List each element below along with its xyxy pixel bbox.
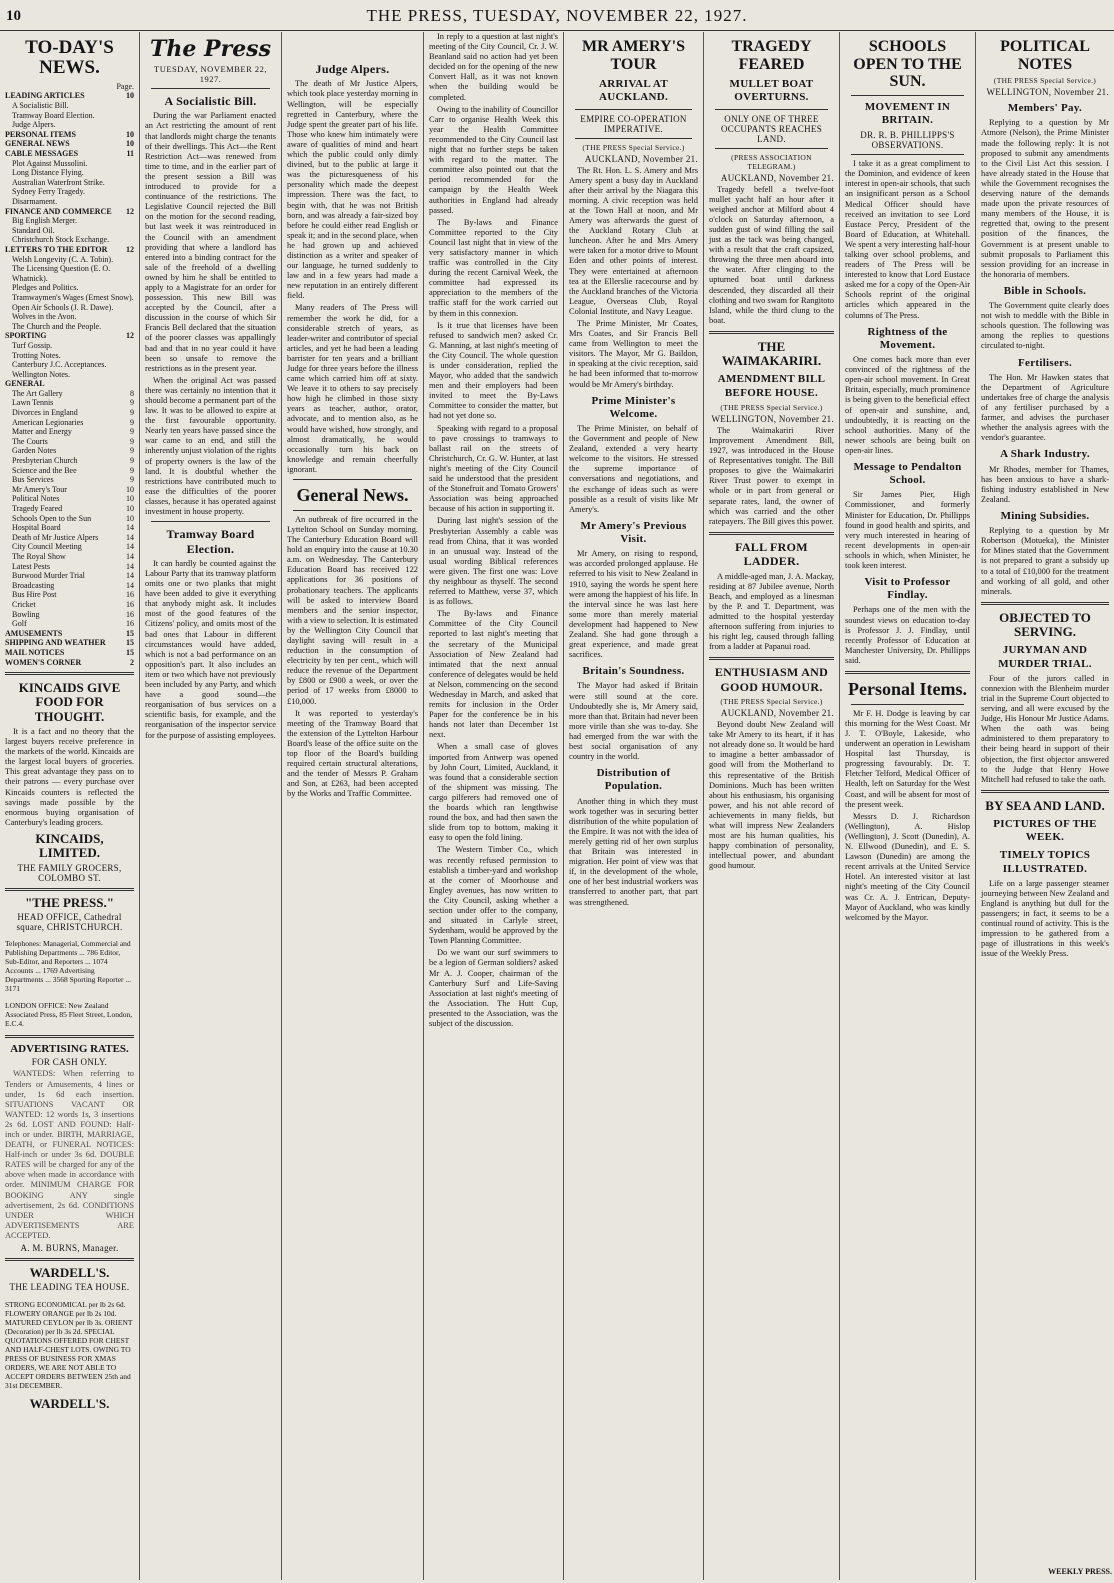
fall-paragraph: A middle-aged man, J. A. Mackay, residing at 87 Jubilee avenue, North Beach, and employed as a linesman by the P. and T. Department, was admitted to the hospital yesterday afternoon suffering from injuries to his right leg, caused through falling from a ladder at Papanui road. [709,571,834,652]
index-item [5,178,134,188]
fall-title: FALL FROM LADDER. [735,539,808,569]
political-subhead: Members' Pay. [1007,102,1083,115]
index-item [5,408,134,418]
index-item-label: Big English Merger. [12,216,77,226]
index-item [5,389,134,399]
enthusiasm-dateline: AUCKLAND, November 21. [720,708,834,719]
index-item-label: Death of Mr Justice Alpers [12,532,99,542]
index-title: TO-DAY'S NEWS. [25,37,114,78]
index-item-label: PERSONAL ITEMS [5,129,76,139]
index-list [5,91,134,667]
tragedy-sub2: ONLY ONE OF THREE OCCUPANTS REACHES LAND. [720,113,823,144]
waimakariri-paragraph: The Waimakariri River Improvement Amendment Bill, 1927, was introduced in the House of Representatives tonight. The Bill proposes to give the Waimakariri River Trust power to exempt in whole or in part from general or separate rates, land, the owner of which was carried and the other ratepayers. The Bill gives this power. [709,425,834,526]
judge-paragraph: Many readers of The Press will remember the work he did, for a considerable stretch of years, as leader-writer and contributor of special articles, and yet he had been a leading barrister for ten years and a brilliant Judge for three years before the illness came which carried him off at sixty. We leave it to others to say precisely how high he climbed in those sixty years as teacher, author, orator, advocate, and to mention also, as he would have wished, how strongly, and almost dramatically, he would occasionally turn his back on knowledge and remain cheerfully ignorant. [287,303,418,474]
tragedy-dateline: AUCKLAND, November 21. [720,172,834,183]
index-item [5,331,134,341]
index-item [5,648,134,658]
index-item-page: 10 [126,513,134,523]
index-item-label: Lawn Tennis [12,398,54,408]
press-office-sub: HEAD OFFICE, Cathedral square, CHRISTCHURCH. [16,911,123,932]
index-item-label: Judge Alpers. [12,120,56,130]
index-item [5,216,134,226]
index-item [5,437,134,447]
index-item-page: 9 [130,475,134,485]
index-item [5,475,134,485]
index-item-page: 10 [126,91,134,101]
general-news-paragraph: It was reported to yesterday's meeting of the Tramway Board that the extension of the Lyttelton Harbour Board's lease of the office suite on the top floor of the Board's building required certain structural alterations, and the tender of Messrs P. Graham and Son, at £263, had been accepted by the Works and Traffic Committee. [287,708,418,799]
index-item-label: MAIL NOTICES [5,647,65,657]
index-item [5,504,134,514]
index-item [5,159,134,169]
index-item-label: Welsh Longevity (C. A. Tobin). [12,254,114,264]
index-item [5,610,134,620]
schools-paragraph: I take it as a great compliment to the Dominion, and evidence of keen interest in open-air schools, that such an insignificant person as a School Medical Officer should have received an invitation to see Lord Eustace Percy, President of the Board of Education, at Whitehall. We spent a very interesting half-hour talking over school problems, and readers of The Press will be interested to know that Lord Eustace asked me for a copy of the Open-Air Schools reprint of the original articles which appeared in the columns of The Press. [845,159,970,320]
index-item-label: Christchurch Stock Exchange. [12,235,110,245]
political-subhead: A Shark Industry. [1000,448,1090,461]
index-item-page: 14 [126,571,134,581]
by-sea-title: BY SEA AND LAND. [985,797,1105,813]
index-item [5,312,134,322]
index-item [5,533,134,543]
amery-paragraph: The Prime Minister, Mr Coates, Mrs Coates, and Sir Francis Bell came from Wellington to meet the visitors. The Mayor, Mr G. Baildon, in speaking at the civic reception, said he had been informed that to-morrow would be Mr Amery's birthday. [569,318,698,389]
amery-dateline: AUCKLAND, November 21. [584,153,698,164]
amery-title: MR AMERY'S TOUR [582,38,685,73]
index-item-label: Wellington Notes. [12,369,71,379]
index-item-label: The Art Gallery [12,388,63,398]
index-item-label: Cricket [12,599,36,609]
index-item-label: Divorces in England [12,408,78,418]
index-item-label: CABLE MESSAGES [5,149,79,159]
council-paragraph: Speaking with regard to a proposal to pave crossings to tramways to ballast rail on the streets of Christchurch, Cr. G. W. Hunter, at last night's meeting of the City Council said he understood that the president of the Stonefruit and Tomato Growers' Association was being approached because of his action in supporting it. [429,423,558,514]
column-tragedy [704,32,840,1580]
index-item [5,581,134,591]
index-item-page: 9 [130,398,134,408]
council-paragraph: The By-laws and Finance Committee reported to the City Council last night that in view of the very satisfactory manner in which traffic was controlled in the City during the recent Carnival Week, the committee had expressed its appreciation to the members of the traffic staff for the work carried out by them in this connexion. [429,217,558,318]
political-subhead: Mining Subsidies. [1000,509,1090,522]
waimakariri-sub: AMENDMENT BILL BEFORE HOUSE. [717,373,826,399]
index-item-label: Presbyterian Church [12,456,78,466]
amery-subhead: Distribution of Population. [596,767,671,793]
index-item-label: City Council Meeting [12,542,82,552]
press-office-title: "THE PRESS." [25,894,114,910]
schools-subhead: Visit to Professor Findlay. [864,576,951,602]
dateline: THE PRESS, TUESDAY, NOVEMBER 22, 1927. [366,6,748,25]
index-item [5,370,134,380]
kincaids-title: KINCAIDS GIVE FOOD FOR THOUGHT. [18,680,121,724]
index-item-page: 14 [126,542,134,552]
index-item-page: 10 [126,484,134,494]
press-office-telephones: Telephones: Managerial, Commercial and Publishing Departments ... 786 Editor, Sub-Editor, and Reporters ... 1074 Accounts ... 1769 Advertising Departments ... 3568 Sporting Reporter ... 3171 [5,939,132,994]
schools-sub1: MOVEMENT IN BRITAIN. [864,100,951,126]
index-item-label: Science and the Bee [12,465,77,475]
index-item [5,283,134,293]
objected-paragraph: Four of the jurors called in connexion with the Blenheim murder trial in the Supreme Court objected to serving, and all were excused by the Judge, His Honour Mr Justice Adams. When the oath was being administered to them preparatory to their being heard in support of their objection, the first objector answered to the Judge that Henry Howe Mitchell had refused to take the oath. [981,673,1109,784]
index-item [5,245,134,255]
index-item [5,293,134,303]
press-office-london: LONDON OFFICE: New Zealand Associated Press, 85 Fleet Street, London, E.C.4. [5,1000,133,1028]
judge-paragraph: The death of Mr Justice Alpers, which took place yesterday morning in Wellington, will be especially regretted in Canterbury, where the Judge spent the greater part of his life. Those who knew him intimately were aware of qualities of mind and heart which the public could only dimly divined, but to the public at large it was the picturesqueness of his personality which made the deepest impression. There was the fact, to begin with, that he was not British born, and was already a fair-sized boy before he could either read English or speak it; and in the second place, when he had grown up and achieved distinction as a writer and speaker of our language, he turned suddenly to law and in a few years had made a new reputation in an entirely different field. [287,79,418,301]
kincaids-footer: KINCAIDS, LIMITED. [35,830,104,861]
index-item-label: Turf Gossip. [12,340,53,350]
index-item [5,303,134,313]
index-item-label: Schools Open to the Sun [12,513,92,523]
schools-paragraph: Perhaps one of the men with the soundest views on education to-day is Professor J. J. Findlay, until recently Professor of Education at Manchester University, Dr. Phillipps said. [845,605,970,665]
schools-title: SCHOOLS OPEN TO THE SUN. [853,38,962,91]
political-dateline: WELLINGTON, November 21. [986,87,1109,98]
index-item-label: FINANCE AND COMMERCE [5,206,112,216]
judge-title: Judge Alpers. [315,62,390,76]
index-item-page: 14 [126,523,134,533]
council-paragraph: In reply to a question at last night's meeting of the City Council, Cr. J. W. Beanland said no action had yet been decided on for the opening of the new Convert Hall, as it was not known when the building would be completed. [429,32,558,102]
masthead [0,0,1114,31]
index-item-label: Open Air Schools (J. R. Dawe). [12,302,114,312]
index-item [5,494,134,504]
index-item-label: Latest Pests [12,561,50,571]
enthusiasm-credit: (THE PRESS Special Service.) [720,697,823,707]
tragedy-credit: (PRESS ASSOCIATION TELEGRAM.) [731,152,812,171]
weekly-press-footer: WEEKLY PRESS. [1048,1567,1112,1576]
index-item-page: 10 [126,494,134,504]
kincaids-footer-sub: THE FAMILY GROCERS, COLOMBO ST. [17,862,122,883]
column-council [424,32,564,1580]
index-item-page: 15 [126,628,134,638]
political-paragraph: Replying to a question by Mr Robertson (Motueka), the Minister for Mines stated that the Government is not prepared to grant a subsidy up to a total of £10,000 for the treatment and working of all gold, and other minerals. [981,526,1109,596]
index-item [5,514,134,524]
index-item-page: 9 [130,436,134,446]
index-item-label: SHIPPING AND WEATHER [5,638,106,648]
index-item-page: 14 [126,561,134,571]
index-item-page: 9 [130,465,134,475]
index-item-label: AMUSEMENTS [5,628,63,638]
index-item [5,101,134,111]
index-item-label: Disarmament. [12,197,58,206]
index-item [5,139,134,149]
wardells-text: STRONG ECONOMICAL per lb 2s 6d. FLOWERY ORANGE per lb 2s 10d. MATURED CEYLON per lb 3s. ORIENT (Decoration) per lb 3s 2d. SPECIAL QUOTATIONS OFFERED FOR CHEST AND HALF-CHEST LOTS. OWING TO PRESS OF BUSINESS FOR XMAS ORDERS, WE ARE NOT ABLE TO ACCEPT ORDERS BETWEEN 25th and 31st DECEMBER. [5,1299,133,1390]
index-item-page: 12 [126,244,134,254]
index-item [5,658,134,668]
index-item-page: 16 [126,609,134,619]
council-paragraph: During last night's session of the Presbyterian Assembly a cable was read from China, that it was worded in an unusual way. Instead of the usual wording Biblical references were given. The first one was: Love thy neighbour as thyself. The second referred to Matthew, verse 37, which is as follows. [429,516,558,607]
amery-paragraph: Mr Amery, on rising to respond, was accorded prolonged applause. He referred to his visit to New Zealand in 1910, saying the words he spent here were among the happiest of his life. In the interval since he was last here some more than merely material development had happened to New Zealand. She had gone through a great experience, and made great sacrifices. [569,549,698,660]
objected-title: OBJECTED TO SERVING. [999,609,1091,640]
index-item [5,197,134,207]
index-item [5,351,134,361]
newspaper-logo: The Press [150,36,271,62]
tragedy-paragraph: Tragedy befell a twelve-foot mullet yacht half an hour after it weighed anchor at Milford about 4 o'clock on Saturday afternoon, a sudden gust of wind filling the sail just as the tack was being changed, with a result that the craft capsized, throwing the three men aboard into the water. After clinging to the upturned boat until darkness descended, they discarded all their clothing and two swam for Rangitoto Island, while the third clung to the boat. [709,184,834,325]
political-paragraph: The Hon. Mr Hawken states that the Department of Agriculture undertakes free of charge the analysis of any fertiliser purchased by a farmer, and advises the purchaser whether the analysis agrees with the vendor's guarantee. [981,372,1109,443]
index-item-label: LETTERS TO THE EDITOR [5,244,108,254]
index-item [5,111,134,121]
index-item-label: The Church and the People. [12,321,102,331]
council-paragraph: When a small case of gloves imported from Antwerp was opened by John Court, Limited, Auckland, it was found that a considerable section of the shipment was missing. The cargo pilferers had removed one of the boards which ran lengthwise round the box, and had then sawn the slide from top to bottom, making it easy to open the fold lining. [429,742,558,843]
index-item [5,187,134,197]
political-paragraph: The Government quite clearly does not wish to meddle with the Bible in schools question. The following was among the replies to questions circulated to-night. [981,301,1109,351]
index-item [5,255,134,265]
waimakariri-title: THE WAIMAKARIRI. [721,338,822,369]
index-item-label: Long Distance Flying. [12,168,84,178]
index-item-label: Mr Amery's Tour [12,484,67,494]
general-news-title: General News. [296,485,409,506]
index-item [5,130,134,140]
index-item-label: Standard Oil. [12,225,55,235]
advertising-signature: A. M. BURNS, Manager. [20,1243,119,1253]
index-item-label: Tragedy Feared [12,504,63,513]
index-item [5,427,134,437]
column-judge [282,32,424,1580]
index-item-page: 10 [126,129,134,139]
page-number: 10 [6,8,21,24]
political-title: POLITICAL NOTES [1000,38,1090,73]
index-item-label: WOMEN'S CORNER [5,657,82,667]
index-item [5,562,134,572]
index-item [5,523,134,533]
amery-paragraph: The Prime Minister, on behalf of the Government and people of New Zealand, extended a very hearty welcome to the visitors. He stressed the supreme importance of conversations and negotiations, and the exchange of ideas such as were possible as a result of visits like Mr Amery's. [569,424,698,514]
amery-paragraph: Another thing in which they must work together was in securing better distribution of the white population of the Empire. It was not with the idea of merely getting rid of her own surplus that Britain was interested in migration. Her point of view was that if, in the development of the whole, one of her best industrial workers was transferred to another part, that part was strengthened. [569,796,698,907]
index-item-page: 2 [130,657,134,667]
personal-paragraph: Messrs D. J. Richardson (Wellington), A. Hislop (Wellington), J. Scott (Dunedin), A. N. Ellwood (Dunedin), and E. S. Lawson (Dunedin) are among the recent arrivals at the United Service Hotel. An interested visitor at last night's meeting of the City Council was Cr. A. J. Entrican, Deputy-Mayor of Auckland, who was kindly welcomed by the Mayor. [845,811,970,922]
advertising-text: WANTEDS: When referring to Tenders or Amusements, 4 lines or under, 1s 6d each insertion. SITUATIONS VACANT OR WANTED: 12 words 1s, 3 insertions 2s 6d. LOST AND FOUND: Half-inch or under. BIRTH, MARRIAGE, DEATH, or FUNERAL NOTICES: Half-inch or under 3s 6d. DOUBLE RATES will be charged for any of the above when made in accordance with order. MINIMUM CHARGE FOR BOOKING ANY single advertisement, 2s 6d. CONDITIONS UNDER WHICH ADVERTISEMENTS ARE ACCEPTED. [5,1069,134,1240]
index-page-label: Page. [116,81,134,91]
by-sea-sub: PICTURES OF THE WEEK. [993,818,1097,844]
index-item [5,360,134,370]
schools-paragraph: Sir James Pier, High Commissioner, and formerly Minister for Education, Dr. Phillipps found in good health and spirits, and very much interested in hearing of recent developments in open-air schools in which, when Minister, he took keen interest. [845,490,970,570]
schools-sub2: DR. R. B. PHILLIPPS'S OBSERVATIONS. [860,130,955,151]
index-item-label: Hospital Board [12,523,61,533]
wardells-footer: WARDELL'S. [29,1396,110,1412]
index-item-label: Bus Hire Post [12,590,57,600]
index-item-label: The Courts [12,436,48,446]
index-item [5,542,134,552]
index-item-page: 9 [130,417,134,427]
wardells-sub: THE LEADING TEA HOUSE. [9,1282,130,1293]
index-item-page: 9 [130,446,134,456]
index-item-label: Burwood Murder Trial [12,571,85,581]
index-item-page: 9 [130,456,134,466]
index-item-label: A Socialistic Bill. [12,101,69,111]
index-item [5,619,134,629]
index-item-label: American Legionaries [12,417,84,427]
by-sea-paragraph: Life on a large passenger steamer journeying between New Zealand and England is anything but dull for the passengers; in fact, it seems to be a continual round of activity. This is the impression to be gathered from a page of illustrations in this week's issue of the Weekly Press. [981,878,1109,959]
index-item [5,446,134,456]
index-item-page: 12 [126,331,134,341]
index-item [5,638,134,648]
index-item-label: Pledges and Politics. [12,283,79,293]
index-item-label: Tramway Board Election. [12,110,95,120]
waimakariri-credit: (THE PRESS Special Service.) [720,402,823,412]
index-item-label: Broadcasting [12,580,55,590]
index-item-label: The Licensing Question (E. O. Whatnick). [12,264,111,283]
index-item-page: 10 [126,139,134,149]
index-item [5,456,134,466]
column-leader [140,32,282,1580]
schools-subhead: Rightness of the Movement. [867,325,948,351]
political-paragraph: Replying to a question by Mr Atmore (Nelson), the Prime Minister made the following reply: It is not proposed to submit any amendments to the Civil List Act this session. I have already stated in the House that while the Government recognises the deserving nature of the demands made upon the private resources of many members of the House, it is regretted that, owing to the present position of the finances, the Government is at present unable to submit proposals to Parliament this session providing for an increase in the honoraria of members. [981,118,1109,279]
amery-subhead: Prime Minister's Welcome. [591,394,676,420]
index-item-page: 16 [126,590,134,600]
amery-credit: (THE PRESS Special Service.) [582,142,685,152]
index-item [5,485,134,495]
index-item [5,379,134,389]
index-item-page: 14 [126,551,134,561]
index-item [5,600,134,610]
index-item-label: Australian Waterfront Strike. [12,177,105,187]
leader-paragraph: During the war Parliament enacted an Act restricting the amount of rent that landlords might charge the tenants of their dwellings. This Act—the Rent Restriction Act—was renewed from time to time, and in the earlier part of the present session a Bill was introduced to provide for a continuance of the restrictions. The Legislative Council rejected the Bill on the motion for the second reading, but last week it was reintroduced in the Council with an amendment providing that where a landlord has entered into a binding contract for the sale of the freehold of a dwelling owned by him he shall be entitled to apply to a Magistrate for an order for possession. This new Bill was accepted by the Council, after a discussion in the course of which Sir Francis Bell declared that the situation of the poorer classes was appallingly bad and that in no year could it have been so unsafe to remove the restrictions as in the present year. [145,111,276,373]
schools-subhead: Message to Pendalton School. [853,460,962,487]
leader-date: TUESDAY, NOVEMBER 22, 1927. [154,64,267,84]
leader-paragraph: When the original Act was passed there was certainly no intention that it should become a permanent part of the law. It was to be allowed to expire at the first favourable opportunity. Nearly ten years have passed since the war came to an end, and still the inherently unjust violation of the rights of property owners is the law of the land. It is doubtful whether the restrictions have contributed much to ease the difficulties of the poorer classes, because it has operated against investment in house property. [145,375,276,517]
index-item-page: 14 [126,532,134,542]
index-item [5,466,134,476]
index-item [5,168,134,178]
council-paragraph: Is it true that licenses have been refused to sandwich men? asked Cr. G. Manning, at last night's meeting of the City Council. The whole question is under consideration, replied the Mayor, who added that the sandwich men and their employers had been invited to meet the By-Laws Committee to consider the matter, but had not yet done so. [429,320,558,421]
leader-title-socialistic-bill: A Socialistic Bill. [164,94,257,108]
index-item-page: 8 [130,388,134,398]
amery-sub1: ARRIVAL AT AUCKLAND. [598,78,668,104]
index-item-page: 11 [126,149,134,159]
political-subhead: Fertilisers. [1018,356,1072,369]
index-item-page: 14 [126,580,134,590]
index-item [5,571,134,581]
index-item-label: Wolves in the Avon. [12,312,77,322]
council-paragraph: The By-laws and Finance Committee of the City Council reported to last night's meeting that the secretary of the Municipal Association of New Zealand had intimated that the next annual conference of delegates would be held at Nelson, commencing on the second Wednesday in March, and asked that remits for inclusion in the Order Paper for the conference be in his hands not later than December 1st next. [429,609,558,740]
enthusiasm-paragraph: Beyond doubt New Zealand will take Mr Amery to its heart, if it has not already done so. It would be hard to imagine a better ambassador of good will from the Motherland to this representative of the British Dominions. Much has been written about his enthusiasm, his organising power, and his not able record of achievements in many fields, but what will impress New Zealanders most are his human qualities, his happy combination of personality, intellectual power, and abundant good humour. [709,720,834,871]
index-item-label: Bowling [12,609,40,619]
council-paragraph: The Western Timber Co., which was recently refused permission to establish a timber-yard and workshop at the corner of Moorhouse and Engley avenues, has now written to the City Council, asking whether a section under offer to the company, and situated in Carlyle street, Sydenham, would be approved by the Town Planning Committee. [429,845,558,946]
index-item-page: 15 [126,638,134,648]
waimakariri-dateline: WELLINGTON, November 21. [711,413,834,424]
index-item [5,264,134,283]
index-item-label: Political Notes [12,494,60,504]
index-item [5,149,134,159]
index-item-label: Garden Notes [12,446,57,456]
amery-sub2: EMPIRE CO-OPERATION IMPERATIVE. [580,113,687,134]
index-item-label: Bus Services [12,475,54,485]
index-item-page: 16 [126,599,134,609]
general-news-paragraph: An outbreak of fire occurred in the Lyttelton School on Sunday morning. The Canterbury Education Board will hold an enquiry into the cause at 10.30 a.m. on Wednesday. The Canterbury Education Board has received 122 applications for 36 positions of probationary teachers. The applicants will be asked to interview Board members and the senior inspector, with a view to selection. It is estimated by the Wellington City Council that daylight saving will result in a reduction in the consumption of electricity by ten per cent., which will reduce the revenue of the Department by £800 or £900 a week, or over the period of 17 weeks from £8000 to £10,000. [287,514,418,706]
index-item [5,120,134,130]
index-item [5,226,134,236]
schools-paragraph: One comes back more than ever convinced of the rightness of the open-air school movement. In Great Britain, especially, much prominence is being given to the beneficial effect of open-air and sunshine, and, undoubtedly, it is reacting on the school authorities. Many of the newer schools are being built on open-air lines. [845,355,970,455]
index-item-page: 10 [126,504,134,513]
objected-sub: JURYMAN AND MURDER TRIAL. [998,644,1092,670]
tragedy-sub1: MULLET BOAT OVERTURNS. [729,78,814,104]
index-item-page: 15 [126,647,134,657]
index-item-label: Golf [12,619,27,629]
index-item [5,322,134,332]
index-item-label: Plot Against Mussolini. [12,158,88,168]
index-item-page: 12 [126,206,134,216]
index-item-label: GENERAL [5,379,45,389]
column-index [0,32,140,1580]
index-item-label: SPORTING [5,331,47,341]
index-item [5,398,134,408]
column-political [976,32,1114,1580]
by-sea-sub2: TIMELY TOPICS ILLUSTRATED. [999,849,1091,875]
index-item [5,235,134,245]
index-item-label: The Royal Show [12,551,66,561]
index-item-page: 16 [126,619,134,629]
enthusiasm-title: ENTHUSIASM AND GOOD HUMOUR. [714,665,829,694]
index-item [5,629,134,639]
index-item-label: Sydney Ferry Tragedy. [12,187,86,197]
amery-subhead: Britain's Soundness. [582,665,685,678]
index-item-page: 9 [130,427,134,437]
index-item [5,91,134,101]
index-item-label: GENERAL NEWS [5,139,70,149]
personal-items-title: Personal Items. [848,679,967,700]
amery-subhead: Mr Amery's Previous Visit. [580,519,687,546]
columns [0,32,1114,1580]
political-subhead: Bible in Schools. [1003,284,1087,297]
council-paragraph: Owing to the inability of Councillor Carr to organise Health Week this year the Health Committee recommended to the City Council last night that no further steps be taken with regard to the matter. The committee also pointed out that the period recommended for the campaign by the Health Week authorities in England had already passed. [429,104,558,215]
index-item-label: Tramwaymen's Wages (Ernest Snow). [12,292,134,302]
index-item-label: Canterbury J.C. Acceptances. [12,360,107,370]
tragedy-title: TRAGEDY FEARED [731,38,812,73]
index-item-label: Trotting Notes. [12,350,61,360]
personal-paragraph: Mr F. H. Dodge is leaving by car this morning for the West Coast. Mr J. T. O'Boyle, Lakeside, who underwent an operation in Lewisham Hospital last Thursday, is progressing favourably. Dr. T. Fletcher Telford, Medical Officer of Health, left on Saturday for the West Coast, and will be absent for most of the present week. [845,708,970,809]
index-item-label: Matter and Energy [12,427,72,437]
column-schools [840,32,976,1580]
amery-paragraph: The Rt. Hon. L. S. Amery and Mrs Amery spent a busy day in Auckland after their arrival by the Niagara this morning. A civic reception was held at the Town Hall at noon, and Mr Amery was afterwards the guest of the Auckland Rotary Club at luncheon. After he and Mrs Amery were taken for a motor drive to Mount Eden and other points of interest. They were entertained at afternoon tea at the Ellerslie racecourse and by the Auckland branches of the Victoria League, Overseas Club, Royal Colonial Institute, and Navy League. [569,165,698,316]
political-paragraph: Mr Rhodes, member for Thames, has been anxious to have a shark-fishing industry established in New Zealand. [981,464,1109,504]
amery-paragraph: The Mayor had asked if Britain were still sound at the core. Undoubtedly she is, Mr Amery said, more than that. Britain had never been more virile than she was to-day. She had emerged from the war with the best social organisation of any country in the world. [569,681,698,762]
index-item [5,207,134,217]
advertising-title: ADVERTISING RATES. [10,1043,129,1056]
index-item [5,418,134,428]
political-credit: (THE PRESS Special Service.) [993,76,1097,86]
wardells-title: WARDELL'S. [29,1265,110,1280]
index-item [5,552,134,562]
index-item [5,341,134,351]
kincaids-text: It is a fact and no theory that the largest buyers receive preference in the markets of the world. Kincaids are the largest local buyers of groceries. This great advantage they pass on to their patrons — every purchase over Kincaids counters is reflected the savings made possible by the enormous buying organisation of Canterbury's leading grocers. [5,726,134,827]
leader-title-tramway: Tramway Board Election. [166,527,255,556]
column-amery [564,32,704,1580]
index-item-label: LEADING ARTICLES [5,91,85,101]
index-item-page: 9 [130,408,134,418]
leader-paragraph: It can hardly be counted against the Labour Party that its tramway platform omits one or two planks that might have been added to give it everything that anybody might ask. It includes most of the good features of the Citizens' policy, and omits most of the bad ones that Labour in different circumstances would have added, which is not a bad performance on an opposition's part. It also includes an item or two which have not previously been included by any Party, and which have a good sound—the reorganisation of bus services on a scientific basis, for example, and the reorganisation of the inspector service for the purpose of assisting employees. [145,558,276,740]
advertising-sub: FOR CASH ONLY. [31,1057,108,1068]
index-item [5,590,134,600]
council-paragraph: Do we want our surf swimmers to be a legion of German soldiers? asked Mr A. J. Cooper, chairman of the Canterbury Surf and Life-Saving Association at last night's meeting of the Association. The Hutt Cup, presented to the Association, was the subject of the discussion. [429,948,558,1028]
